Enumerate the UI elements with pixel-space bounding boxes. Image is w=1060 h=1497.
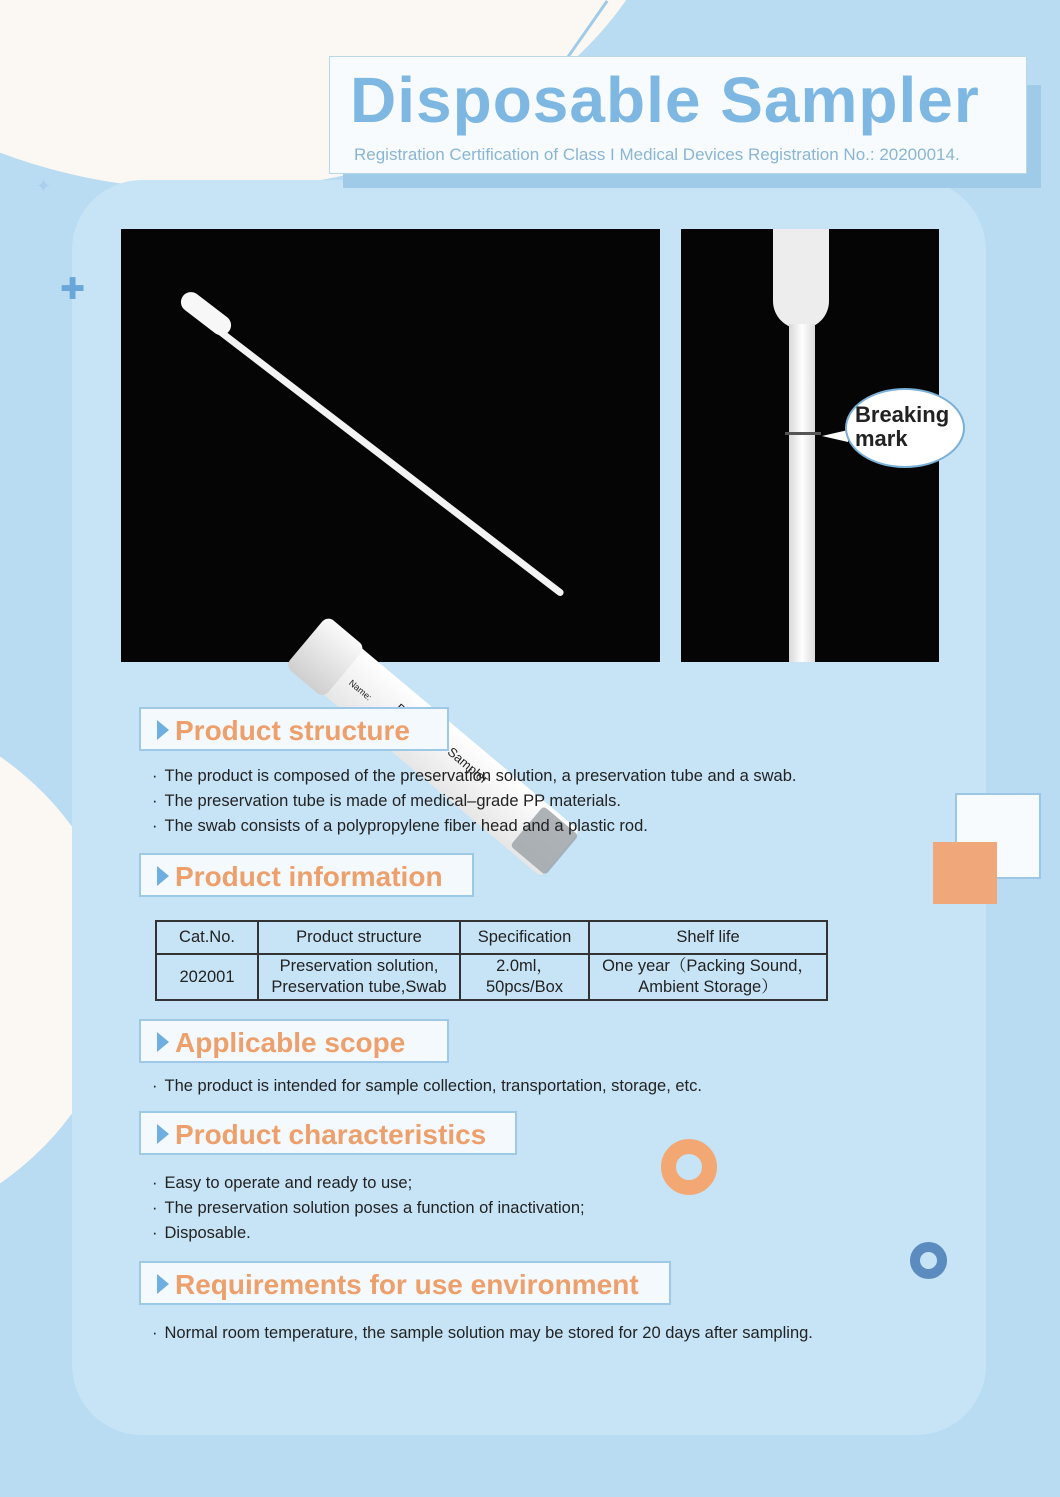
cell-line: Preservation tube,Swab bbox=[271, 978, 447, 996]
section-header-scope bbox=[139, 1019, 449, 1063]
arrow-right-icon bbox=[157, 1124, 169, 1144]
section-title: Product information bbox=[175, 861, 443, 892]
page-title: Disposable Sampler bbox=[350, 64, 980, 136]
table-cell bbox=[460, 954, 589, 1000]
registration-subtitle: Registration Certification of Class I Medical Devices Registration No.: 20200014. bbox=[354, 145, 960, 164]
star-decoration-icon: ✦ bbox=[36, 176, 52, 196]
arrow-right-icon bbox=[157, 720, 169, 740]
scope-list bbox=[152, 1074, 702, 1099]
arrow-right-icon bbox=[157, 1274, 169, 1294]
list-item: · Disposable. bbox=[152, 1221, 585, 1246]
list-item: · Normal room temperature, the sample solution may be stored for 20 days after sampling. bbox=[152, 1321, 813, 1346]
section-header-characteristics bbox=[139, 1111, 517, 1155]
table-header-cell: Shelf life bbox=[589, 921, 827, 954]
decorative-ring-orange bbox=[661, 1139, 717, 1195]
decorative-ring-blue bbox=[910, 1242, 947, 1279]
list-item: · The product is intended for sample collection, transportation, storage, etc. bbox=[152, 1074, 702, 1099]
list-item: · The preservation solution poses a function of inactivation; bbox=[152, 1196, 585, 1221]
section-title: Applicable scope bbox=[175, 1027, 406, 1058]
table-cell: 202001 bbox=[156, 954, 258, 1000]
characteristics-list bbox=[152, 1171, 585, 1246]
breaking-mark-callout bbox=[845, 388, 965, 468]
table-cell bbox=[589, 954, 827, 1000]
cell-line: 2.0ml， bbox=[496, 957, 553, 975]
callout-tail bbox=[822, 430, 848, 442]
table-header-cell: Cat.No. bbox=[156, 921, 258, 954]
cell-line: Preservation solution, bbox=[279, 957, 439, 975]
product-info-table bbox=[155, 920, 828, 1001]
swab-rod bbox=[789, 324, 815, 662]
cell-line: Ambient Storage） bbox=[638, 978, 778, 996]
section-header-structure bbox=[139, 707, 449, 751]
list-item: · The swab consists of a polypropylene fiber head and a plastic rod. bbox=[152, 814, 796, 839]
environment-list bbox=[152, 1321, 813, 1346]
table-header-cell: Specification bbox=[460, 921, 589, 954]
table-header-row bbox=[156, 921, 827, 954]
list-item: · Easy to operate and ready to use; bbox=[152, 1171, 585, 1196]
section-title: Product characteristics bbox=[175, 1119, 487, 1150]
table-cell bbox=[258, 954, 460, 1000]
section-title: Requirements for use environment bbox=[175, 1269, 639, 1300]
list-item: · The preservation tube is made of medical–grade PP materials. bbox=[152, 789, 796, 814]
cell-line: 50pcs/Box bbox=[485, 978, 564, 996]
arrow-right-icon bbox=[157, 866, 169, 886]
arrow-right-icon bbox=[157, 1032, 169, 1052]
section-title: Product structure bbox=[175, 715, 410, 746]
tube-name-label: Name: bbox=[347, 677, 374, 703]
section-header-environment bbox=[139, 1261, 671, 1305]
decorative-square-orange bbox=[933, 842, 997, 904]
table-header-cell: Product structure bbox=[258, 921, 460, 954]
swab-fiber-head bbox=[773, 229, 829, 329]
structure-list bbox=[152, 764, 796, 839]
title-box bbox=[329, 56, 1027, 174]
list-item: · The product is composed of the preservation solution, a preservation tube and a swab. bbox=[152, 764, 796, 789]
callout-text: Breaking mark bbox=[855, 402, 950, 451]
table-row bbox=[156, 954, 827, 1000]
section-header-information bbox=[139, 853, 474, 897]
tube-product-label: Sampler bbox=[444, 744, 492, 787]
cell-line: One year（Packing Sound， bbox=[602, 957, 814, 975]
plus-decoration-icon: ✚ bbox=[60, 273, 86, 306]
breaking-mark-line bbox=[785, 432, 821, 435]
